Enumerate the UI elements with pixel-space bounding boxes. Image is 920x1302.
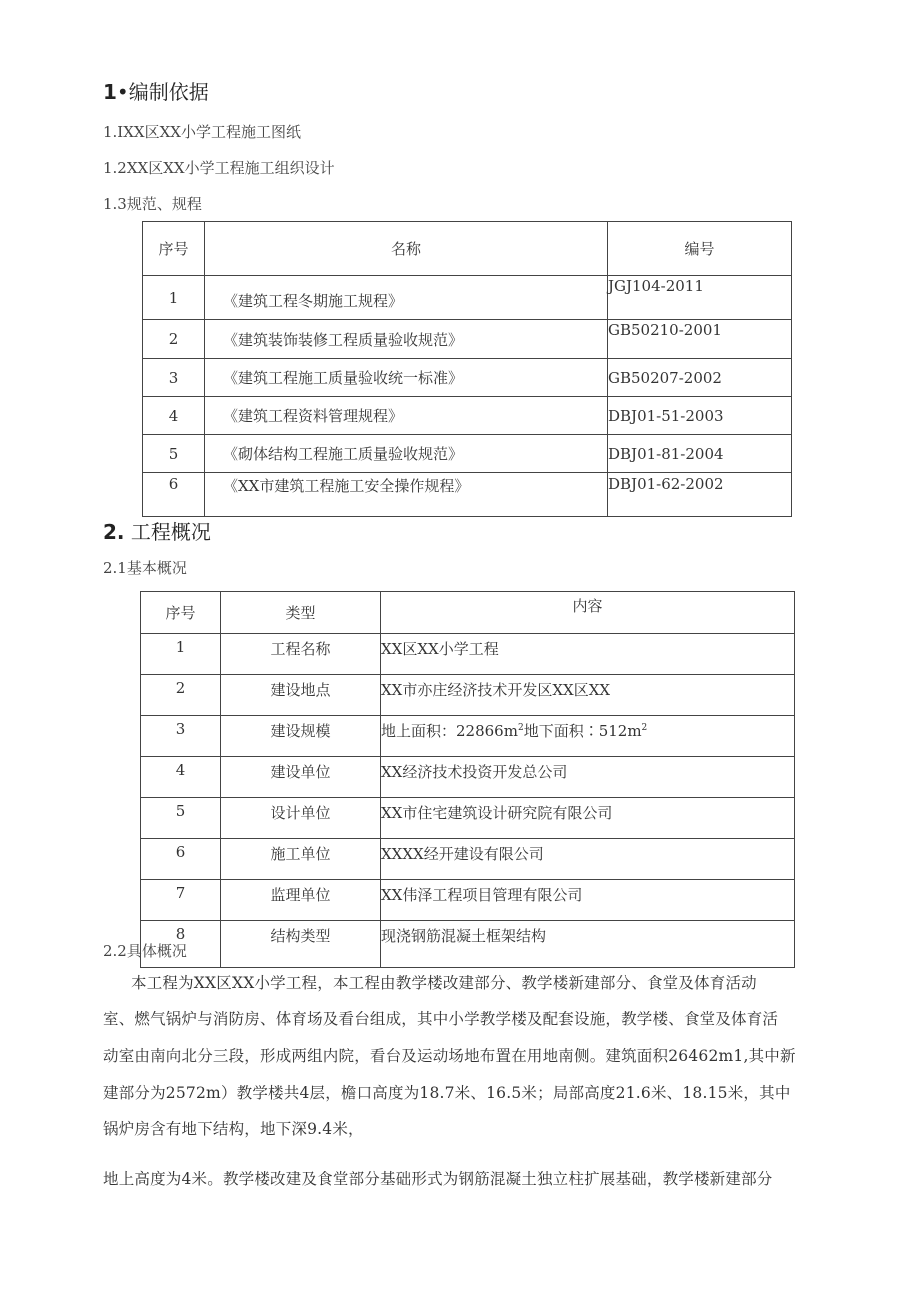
paragraph-line-6: 地上高度为4米。教学楼改建及食堂部分基础形式为钢筋混凝土独立柱扩展基础，教学楼新建部分	[103, 1170, 773, 1188]
row-code: GB50207-2002	[608, 359, 792, 397]
row-no: 5	[141, 798, 221, 839]
row-name: 《建筑装饰装修工程质量验收规范》	[205, 320, 608, 359]
row-no: 4	[143, 397, 205, 435]
row-name: 《建筑工程冬期施工规程》	[205, 276, 608, 320]
row-code: GB50210-2001	[608, 320, 792, 359]
table-row	[143, 473, 792, 517]
reference-item-2: 1.2XX区XX小学工程施工组织设计	[103, 159, 335, 177]
section1-bullet: •	[116, 80, 129, 104]
header-name: 名称	[205, 222, 608, 276]
row-no: 3	[143, 359, 205, 397]
row-name: 《砌体结构工程施工质量验收规范》	[205, 435, 608, 473]
paragraph-line-3: 动室由南向北分三段，形成两组内院，看台及运动场地布置在用地南侧。建筑面积26462m1,其中新	[103, 1047, 796, 1065]
row-type: 建设地点	[221, 675, 381, 716]
row-name: 《建筑工程资料管理规程》	[205, 397, 608, 435]
paragraph-line-5: 锅炉房含有地下结构，地下深9.4米，	[103, 1120, 364, 1138]
row-type: 建设单位	[221, 757, 381, 798]
row-code: DBJ01-62-2002	[608, 473, 792, 517]
row-type: 监理单位	[221, 880, 381, 921]
row-type: 建设规模	[221, 716, 381, 757]
header-no: 序号	[143, 222, 205, 276]
row-code: JGJ104-2011	[608, 276, 792, 320]
table-row	[141, 839, 795, 880]
row-no: 1	[143, 276, 205, 320]
row-type: 设计单位	[221, 798, 381, 839]
row-no: 3	[141, 716, 221, 757]
table-row	[143, 320, 792, 359]
table-row	[143, 359, 792, 397]
section1-number: 1	[103, 80, 117, 104]
row-no: 1	[141, 634, 221, 675]
row-type: 结构类型	[221, 921, 381, 968]
table-row	[141, 921, 795, 968]
area-sup-1: 2	[517, 723, 524, 733]
section2-heading	[103, 516, 211, 545]
subsection-basic-overview: 2.1基本概况	[103, 559, 187, 577]
table-row	[143, 397, 792, 435]
header-code: 编号	[608, 222, 792, 276]
row-content: XX市亦庄经济技术开发区XX区XX	[381, 675, 795, 716]
row-content: XX经济技术投资开发总公司	[381, 757, 795, 798]
row-no: 4	[141, 757, 221, 798]
row-no: 6	[141, 839, 221, 880]
row-no: 8	[141, 921, 221, 968]
overview-table	[140, 591, 795, 968]
table-row	[141, 757, 795, 798]
table-row	[141, 675, 795, 716]
reference-item-1: 1.IXX区XX小学工程施工图纸	[103, 123, 301, 141]
row-no: 5	[143, 435, 205, 473]
row-no: 6	[143, 473, 205, 517]
table-row	[141, 634, 795, 675]
table-row	[143, 435, 792, 473]
paragraph-line-1: 本工程为XX区XX小学工程，本工程由教学楼改建部分、教学楼新建部分、食堂及体育活动	[131, 974, 757, 992]
row-no: 2	[141, 675, 221, 716]
subsection-detail-overview: 2.2具体概况	[103, 942, 187, 960]
standards-table	[142, 221, 792, 517]
row-type: 工程名称	[221, 634, 381, 675]
table-row	[141, 798, 795, 839]
table-row	[143, 276, 792, 320]
section1-heading	[103, 76, 209, 105]
row-content: XX区XX小学工程	[381, 634, 795, 675]
header-type: 类型	[221, 592, 381, 634]
table-row	[141, 716, 795, 757]
header-content: 内容	[381, 592, 795, 634]
reference-item-3: 1.3规范、规程	[103, 195, 202, 213]
table-header-row	[141, 592, 795, 634]
section1-title: 编制依据	[128, 80, 209, 104]
section2-number: 2.	[103, 520, 125, 544]
section2-title: 工程概况	[130, 520, 211, 544]
row-content: XX伟泽工程项目管理有限公司	[381, 880, 795, 921]
row-content: XX市住宅建筑设计研究院有限公司	[381, 798, 795, 839]
header-no: 序号	[141, 592, 221, 634]
row-name: 《建筑工程施工质量验收统一标准》	[205, 359, 608, 397]
row-content: XXXX经开建设有限公司	[381, 839, 795, 880]
area-below-ground: 地下面积∶512m	[523, 722, 642, 740]
row-no: 2	[143, 320, 205, 359]
table-header-row	[143, 222, 792, 276]
row-code: DBJ01-51-2003	[608, 397, 792, 435]
row-code: DBJ01-81-2004	[608, 435, 792, 473]
table-row	[141, 880, 795, 921]
area-sup-2: 2	[641, 723, 648, 733]
area-above-ground: 地上面积：22866m	[381, 722, 518, 740]
paragraph-line-4: 建部分为2572m）教学楼共4层，檐口高度为18.7米、16.5米；局部高度21.6米、18.15米，其中	[103, 1084, 791, 1102]
row-content: 现浇钢筋混凝土框架结构	[381, 921, 795, 968]
row-content	[381, 716, 795, 757]
row-type: 施工单位	[221, 839, 381, 880]
row-name: 《XX市建筑工程施工安全操作规程》	[205, 473, 608, 517]
paragraph-line-2: 室、燃气锅炉与消防房、体育场及看台组成，其中小学教学楼及配套设施，教学楼、食堂及体育活	[103, 1010, 779, 1028]
row-no: 7	[141, 880, 221, 921]
